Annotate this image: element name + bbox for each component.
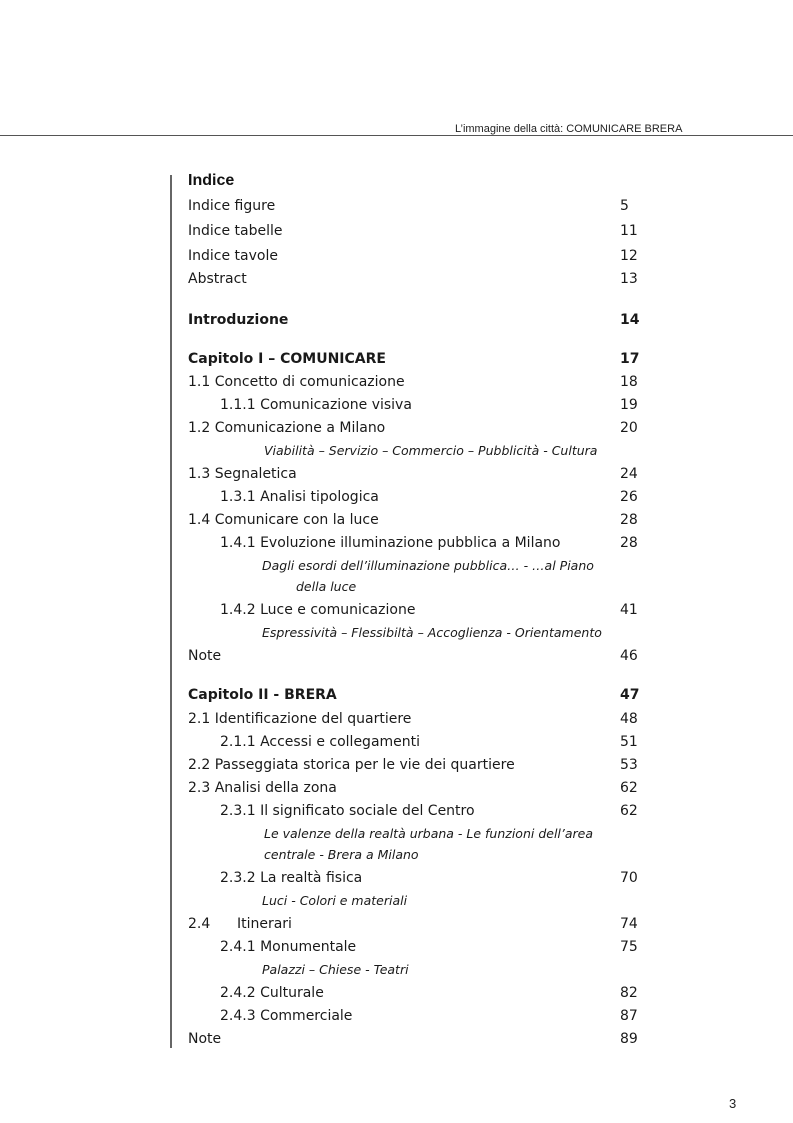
toc-entry-page: 62: [620, 780, 638, 796]
toc-section-1-3[interactable]: [0, 464, 793, 484]
toc-chapter-2[interactable]: [0, 685, 793, 705]
page-number: 3: [729, 1096, 737, 1111]
toc-entry-text: 1.1.1 Comunicazione visiva: [220, 397, 412, 413]
toc-entry-page: 13: [620, 271, 638, 287]
toc-section-2-1[interactable]: [0, 709, 793, 729]
toc-entry-text: 1.3.1 Analisi tipologica: [220, 489, 379, 505]
toc-entry-text: 2.3 Analisi della zona: [188, 780, 337, 796]
toc-entry-text: Indice tabelle: [188, 223, 283, 239]
toc-entry-page: 51: [620, 734, 638, 750]
toc-topics: Espressività – Flessibiltà – Accoglienza - Orientamento: [262, 625, 602, 640]
toc-entry-indice-tavole[interactable]: [0, 246, 793, 266]
toc-entry-page: 62: [620, 803, 638, 819]
toc-entry-text: 1.1 Concetto di comunicazione: [188, 374, 405, 390]
toc-topics: Palazzi – Chiese - Teatri: [262, 962, 409, 977]
toc-entry-text: Capitolo I – COMUNICARE: [188, 351, 386, 367]
toc-entry-abstract[interactable]: [0, 269, 793, 289]
toc-entry-text: Abstract: [188, 271, 247, 287]
toc-topics: Luci - Colori e materiali: [262, 893, 408, 908]
toc-topics: centrale - Brera a Milano: [264, 847, 419, 862]
toc-entry-page: 19: [620, 397, 638, 413]
toc-entry-page: 48: [620, 711, 638, 727]
toc-subsection-2-1-1[interactable]: [0, 732, 793, 752]
toc-section-1-2[interactable]: [0, 418, 793, 438]
toc-entry-text: 1.4 Comunicare con la luce: [188, 512, 379, 528]
toc-entry-text: Indice figure: [188, 198, 276, 214]
toc-entry-text: Introduzione: [188, 312, 289, 328]
toc-entry-page: 41: [620, 602, 638, 618]
toc-section-2-3[interactable]: [0, 778, 793, 798]
toc-topics: Dagli esordi dell’illuminazione pubblica… - …al Piano: [262, 558, 594, 573]
toc-entry-page: 18: [620, 374, 638, 390]
toc-entry-page: 28: [620, 535, 638, 551]
toc-subsection-1-4-2[interactable]: [0, 600, 793, 620]
toc-entry-text: 2.4.3 Commerciale: [220, 1008, 353, 1024]
toc-subsection-2-3-2[interactable]: [0, 868, 793, 888]
toc-topics: Le valenze della realtà urbana - Le funzioni dell’area: [264, 826, 594, 841]
toc-entry-page: 26: [620, 489, 638, 505]
toc-entry-page: 28: [620, 512, 638, 528]
toc-entry-page: 14: [620, 312, 640, 328]
toc-subsection-2-3-1[interactable]: [0, 801, 793, 821]
toc-section-2-4[interactable]: [0, 914, 793, 934]
toc-entry-text: Note: [188, 1031, 222, 1047]
toc-entry-page: 47: [620, 687, 640, 703]
toc-entry-introduzione[interactable]: [0, 310, 793, 330]
toc-entry-page: 75: [620, 939, 638, 955]
toc-entry-page: 46: [620, 648, 638, 664]
toc-topics: Viabilità – Servizio – Commercio – Pubblicità - Cultura: [264, 443, 598, 458]
toc-entry-indice-tabelle[interactable]: [0, 221, 793, 241]
toc-title: Indice: [188, 172, 235, 189]
toc-entry-page: 53: [620, 757, 638, 773]
toc-subsection-1-1-1[interactable]: [0, 395, 793, 415]
toc-entry-indice-figure[interactable]: [0, 196, 793, 216]
toc-entry-page: 11: [620, 223, 638, 239]
toc-entry-text: 2.4 Itinerari: [188, 916, 292, 932]
toc-entry-page: 20: [620, 420, 638, 436]
toc-entry-page: 74: [620, 916, 638, 932]
toc-chapter-1[interactable]: [0, 349, 793, 369]
toc-entry-text: Note: [188, 648, 222, 664]
toc-entry-page: 89: [620, 1031, 638, 1047]
toc-subsection-2-4-2[interactable]: [0, 983, 793, 1003]
toc-entry-text: 2.1.1 Accessi e collegamenti: [220, 734, 421, 750]
toc-entry-page: 70: [620, 870, 638, 886]
running-header: L’immagine della città: COMUNICARE BRERA: [455, 123, 683, 135]
toc-entry-text: 1.3 Segnaletica: [188, 466, 297, 482]
toc-entry-page: 82: [620, 985, 638, 1001]
toc-entry-text: 2.4.2 Culturale: [220, 985, 324, 1001]
toc-entry-page: 17: [620, 351, 640, 367]
toc-section-2-2[interactable]: [0, 755, 793, 775]
toc-entry-text: 1.4.2 Luce e comunicazione: [220, 602, 416, 618]
toc-entry-text: 2.2 Passeggiata storica per le vie dei quartiere: [188, 757, 515, 773]
toc-entry-note-2[interactable]: [0, 1029, 793, 1049]
toc-entry-text: 1.2 Comunicazione a Milano: [188, 420, 386, 436]
header-divider: [0, 135, 793, 136]
toc-entry-page: 12: [620, 248, 638, 264]
toc-subsection-2-4-1[interactable]: [0, 937, 793, 957]
toc-entry-text: 1.4.1 Evoluzione illuminazione pubblica a Milano: [220, 535, 561, 551]
toc-entry-text: Capitolo II - BRERA: [188, 687, 337, 703]
toc-entry-text: Indice tavole: [188, 248, 278, 264]
toc-entry-page: 87: [620, 1008, 638, 1024]
toc-entry-text: 2.3.1 Il significato sociale del Centro: [220, 803, 475, 819]
toc-entry-text: 2.4.1 Monumentale: [220, 939, 357, 955]
toc-entry-note-1[interactable]: [0, 646, 793, 666]
toc-entry-text: 2.3.2 La realtà fisica: [220, 870, 363, 886]
toc-topics: della luce: [296, 579, 357, 594]
toc-subsection-2-4-3[interactable]: [0, 1006, 793, 1026]
toc-entry-page: 5: [620, 198, 629, 214]
toc-section-1-4[interactable]: [0, 510, 793, 530]
toc-entry-page: 24: [620, 466, 638, 482]
toc-section-1-1[interactable]: [0, 372, 793, 392]
toc-subsection-1-3-1[interactable]: [0, 487, 793, 507]
toc-subsection-1-4-1[interactable]: [0, 533, 793, 553]
toc-entry-text: 2.1 Identificazione del quartiere: [188, 711, 412, 727]
